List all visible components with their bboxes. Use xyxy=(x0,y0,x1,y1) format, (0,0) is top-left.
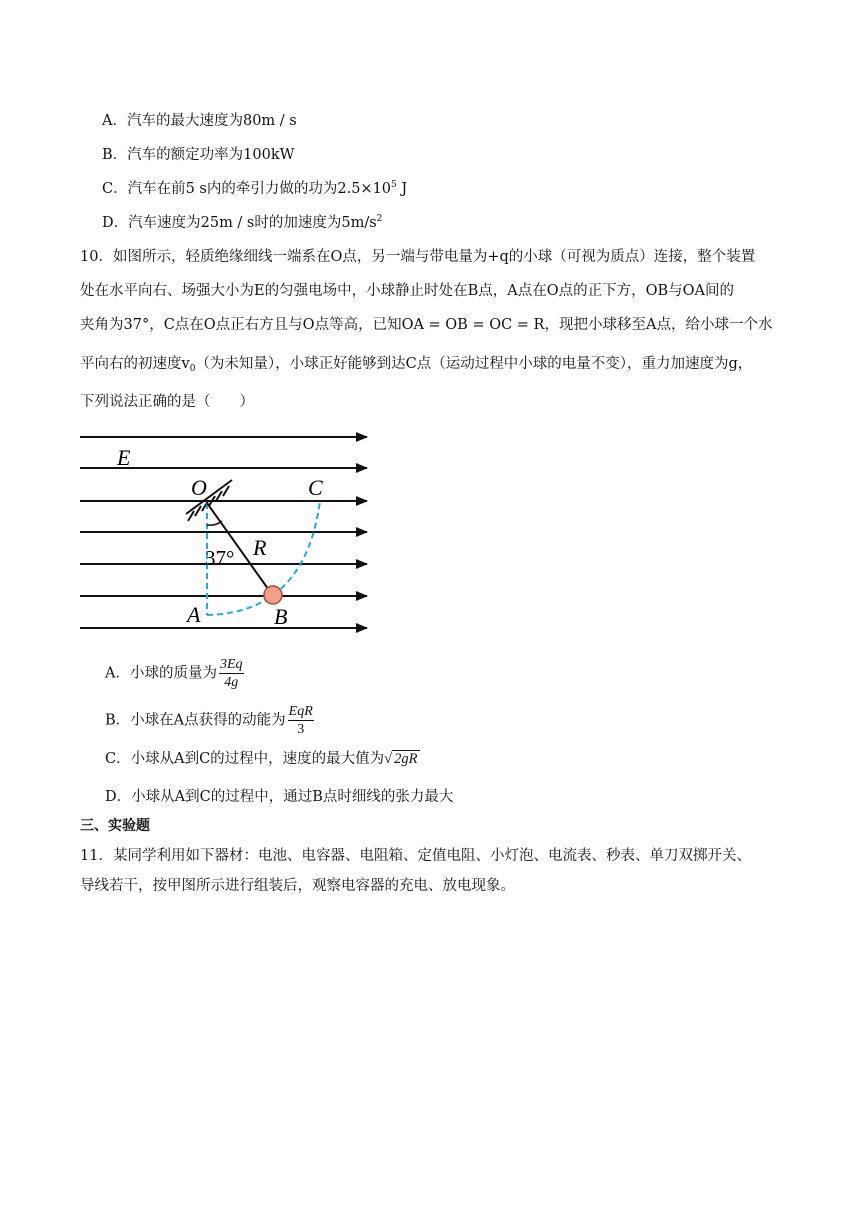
q9-option-c-exponent: 5 xyxy=(391,180,397,190)
q10-stem-line-1: 10．如图所示，轻质绝缘细线一端系在O点，另一端与带电量为+q的小球（可视为质点）连接，整个装置 xyxy=(80,249,756,265)
q10-option-c-text: C．小球从A到C的过程中，速度的最大值为 xyxy=(105,751,385,767)
q10-option-c-sqrt: √ 2gR xyxy=(384,751,418,767)
q10-option-a-text: A．小球的质量为 xyxy=(105,665,217,682)
q10-option-b-denominator: 3 xyxy=(297,722,305,737)
ball xyxy=(264,586,282,604)
q10-stem-line-3: 夹角为37°，C点在O点正右方且与O点等高，已知OA = OB = OC = R，现把小球移至A点，给小球一个水 xyxy=(80,317,773,333)
q9-option-b: B．汽车的额定功率为100kW xyxy=(102,147,295,163)
q10-option-a-numerator: 3Eq xyxy=(219,657,243,672)
label-o: O xyxy=(191,475,207,500)
q11-stem-line-1: 11．某同学利用如下器材：电池、电容器、电阻箱、定值电阻、小灯泡、电流表、秒表、单刀双掷开关、 xyxy=(80,848,751,864)
q9-option-c-unit: J xyxy=(396,181,408,197)
label-e: E xyxy=(117,445,131,470)
label-angle: 37° xyxy=(205,546,235,570)
q9-option-d xyxy=(102,213,382,233)
q9-option-c-text: C．汽车在前5 s内的牵引力做的功为2.5×10 xyxy=(102,181,392,197)
q10-stem-line-4-text: 平向右的初速度v xyxy=(80,356,190,372)
q10-figure xyxy=(75,425,375,637)
label-a: A xyxy=(187,602,201,627)
q10-stem-line-4-rest: （为未知量），小球正好能够到达C点（运动过程中小球的电量不变），重力加速度为g， xyxy=(195,356,753,372)
q10-option-b-fraction xyxy=(288,703,314,738)
q10-option-a xyxy=(105,656,246,691)
q10-option-b xyxy=(105,703,316,738)
q10-option-a-fraction xyxy=(219,656,244,691)
q10-stem-line-4 xyxy=(80,354,752,374)
q10-option-a-denominator: 4g xyxy=(224,675,239,690)
q10-option-b-text: B．小球在A点获得的动能为 xyxy=(105,712,286,729)
q10-stem-line-5: 下列说法正确的是（ ） xyxy=(80,394,254,410)
label-c: C xyxy=(308,475,323,500)
q9-option-c xyxy=(102,179,407,199)
q11-stem-line-2: 导线若干，按甲图所示进行组装后，观察电容器的充电、放电现象。 xyxy=(80,878,515,894)
q10-stem-line-4-subscript: 0 xyxy=(189,364,196,374)
q10-stem-line-2: 处在水平向右、场强大小为E的匀强电场中，小球静止时处在B点，A点在O点的正下方，OB与OA间的 xyxy=(80,283,734,299)
q9-option-a: A．汽车的最大速度为80m / s xyxy=(102,113,297,129)
q9-option-d-text: D．汽车速度为25m / s时的加速度为5m/s xyxy=(102,215,377,231)
label-b: B xyxy=(274,604,288,629)
q10-option-c xyxy=(105,749,420,769)
label-r: R xyxy=(253,535,267,560)
section-heading: 三、实验题 xyxy=(80,818,150,834)
q9-option-d-exponent: 2 xyxy=(376,214,383,224)
q10-option-c-radicand: 2gR xyxy=(394,751,418,767)
q10-option-d: D．小球从A到C的过程中，通过B点时细线的张力最大 xyxy=(105,789,454,805)
q10-option-b-numerator: EqR xyxy=(288,704,313,719)
